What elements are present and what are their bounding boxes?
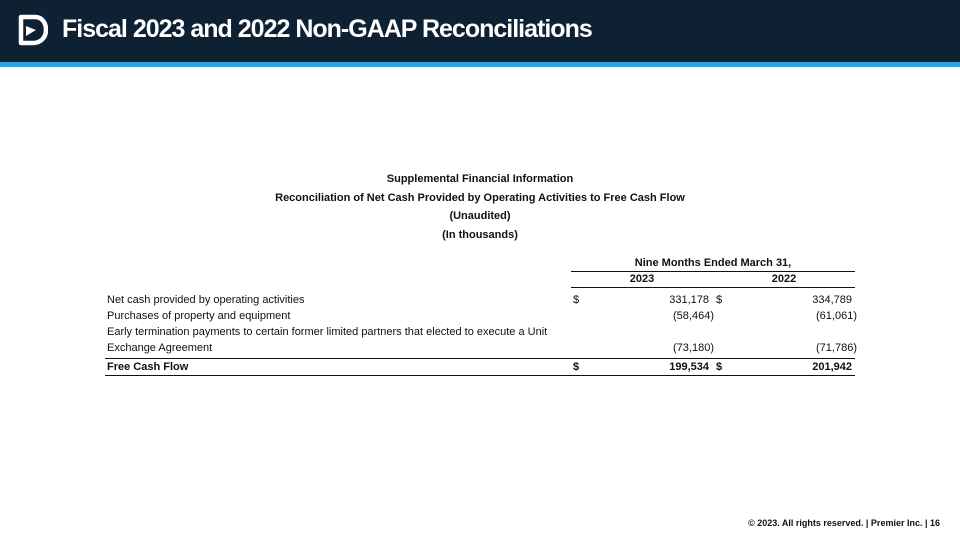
value-2022: (71,786) xyxy=(816,342,857,354)
table-row xyxy=(105,340,855,356)
row-label-free-cash-flow: Free Cash Flow xyxy=(107,361,189,373)
row-label-termination-line1: Early termination payments to certain former limited partners that elected to execute a Unit xyxy=(107,326,548,338)
year-header-row xyxy=(105,271,855,287)
currency-symbol: $ xyxy=(573,361,580,373)
caption-unaudited: (Unaudited) xyxy=(449,210,511,222)
table-row xyxy=(105,308,855,324)
header-accent-stripe xyxy=(0,62,960,67)
year-header-underline xyxy=(571,287,855,288)
value-2023: 331,178 xyxy=(669,294,709,306)
premier-logo-icon xyxy=(16,14,48,46)
value-2023: (73,180) xyxy=(673,342,714,354)
caption-supplemental: Supplemental Financial Information xyxy=(386,173,574,185)
caption-units: (In thousands) xyxy=(442,228,518,241)
currency-symbol: $ xyxy=(573,294,580,306)
year-2023-header: 2023 xyxy=(629,273,655,285)
table-row xyxy=(105,324,855,340)
table-captions xyxy=(0,170,960,244)
caption-reconciliation: Reconciliation of Net Cash Provided by Operating Activities to Free Cash Flow xyxy=(275,191,685,204)
row-label-operating-cash: Net cash provided by operating activities xyxy=(107,294,305,306)
value-2022: (61,061) xyxy=(816,310,857,322)
year-2022-header: 2022 xyxy=(771,273,797,285)
value-2022: 201,942 xyxy=(812,361,852,373)
table-row xyxy=(105,292,855,308)
currency-symbol: $ xyxy=(716,361,723,373)
currency-symbol: $ xyxy=(716,294,723,306)
row-label-capex: Purchases of property and equipment xyxy=(107,310,291,322)
header-bar xyxy=(0,0,960,62)
footer-copyright: © 2023. All rights reserved. | Premier Inc. | 16 xyxy=(748,518,940,528)
table-row-total xyxy=(105,358,855,376)
page-title: Fiscal 2023 and 2022 Non-GAAP Reconciliations xyxy=(62,15,592,43)
value-2023: (58,464) xyxy=(673,310,714,322)
period-header-row xyxy=(105,255,855,271)
value-2022: 334,789 xyxy=(812,294,852,306)
period-header: Nine Months Ended March 31, xyxy=(571,255,855,272)
row-label-termination-line2: Exchange Agreement xyxy=(107,342,213,354)
value-2023: 199,534 xyxy=(669,361,709,373)
reconciliation-table xyxy=(105,255,855,376)
